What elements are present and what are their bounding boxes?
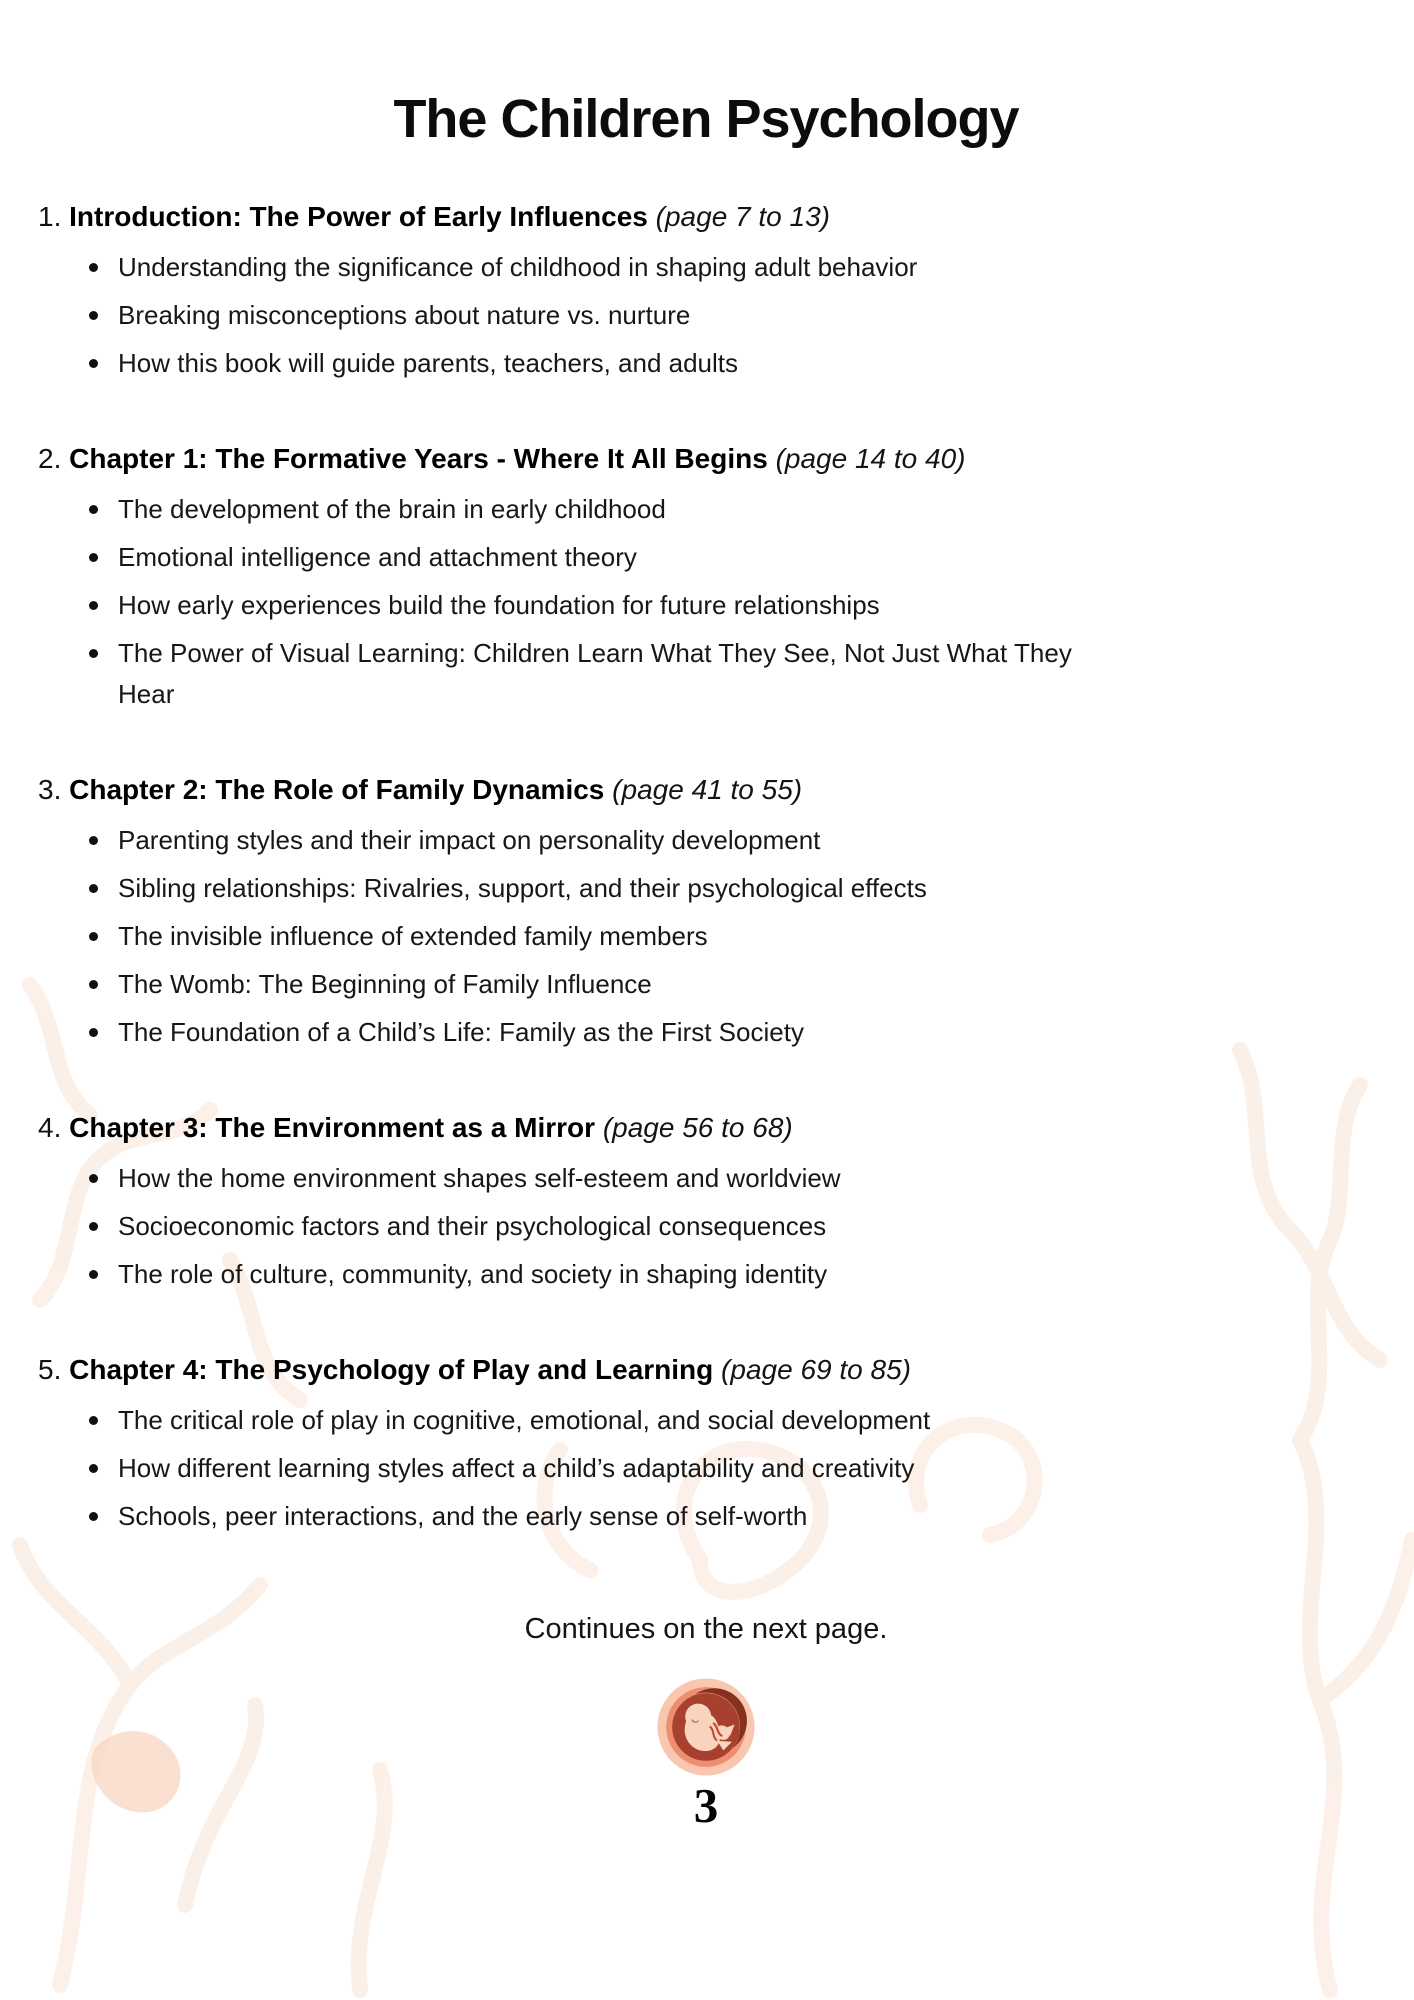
page-number: 3 — [693, 1778, 719, 1833]
toc-bullet-item: The Power of Visual Learning: Children Learn What They See, Not Just What They Hear — [87, 633, 1123, 715]
toc-bullet-item: Socioeconomic factors and their psychological consequences — [87, 1206, 1123, 1247]
toc-section-bullets — [38, 1400, 1123, 1537]
toc-section-page-range: (page 56 to 68) — [602, 1112, 793, 1143]
toc-section-page-range: (page 14 to 40) — [775, 443, 966, 474]
toc-section — [38, 769, 1123, 1053]
toc-section-bullets — [38, 820, 1123, 1053]
toc-bullet-item: Understanding the significance of childhood in shaping adult behavior — [87, 247, 1123, 288]
toc-section-heading — [38, 196, 1123, 238]
toc-section-title: Chapter 2: The Role of Family Dynamics — [69, 774, 605, 805]
toc-bullet-item: The development of the brain in early childhood — [87, 489, 1123, 530]
toc-section-bullets — [38, 1158, 1123, 1295]
fetus-in-womb-icon — [654, 1675, 758, 1779]
toc-section-heading — [38, 1107, 1123, 1149]
toc-bullet-item: The invisible influence of extended family members — [87, 916, 1123, 957]
toc-section-number: 2. — [38, 443, 62, 474]
toc-section-bullets — [38, 489, 1123, 715]
toc-bullet-item: The Foundation of a Child’s Life: Family as the First Society — [87, 1012, 1123, 1053]
toc-section — [38, 1107, 1123, 1295]
toc-section-heading — [38, 769, 1123, 811]
toc-section-number: 4. — [38, 1112, 62, 1143]
toc-section-page-range: (page 41 to 55) — [612, 774, 803, 805]
toc-bullet-item: The Womb: The Beginning of Family Influence — [87, 964, 1123, 1005]
toc-bullet-item: Sibling relationships: Rivalries, support, and their psychological effects — [87, 868, 1123, 909]
toc-section-title: Introduction: The Power of Early Influences — [69, 201, 648, 232]
toc-section-page-range: (page 69 to 85) — [721, 1354, 911, 1385]
page-title: The Children Psychology — [393, 89, 1019, 149]
toc-section-number: 1. — [38, 201, 62, 232]
toc-bullet-item: Emotional intelligence and attachment theory — [87, 537, 1123, 578]
toc-list — [38, 196, 1123, 1537]
toc-bullet-item: How early experiences build the foundation for future relationships — [87, 585, 1123, 626]
toc-section-bullets — [38, 247, 1123, 384]
toc-section-number: 3. — [38, 774, 62, 805]
toc-bullet-item: How different learning styles affect a child’s adaptability and creativity — [87, 1448, 1123, 1489]
toc-section-title: Chapter 4: The Psychology of Play and Learning — [69, 1354, 714, 1385]
toc-bullet-item: How this book will guide parents, teachers, and adults — [87, 343, 1123, 384]
toc-section-number: 5. — [38, 1354, 62, 1385]
toc-section-title: Chapter 1: The Formative Years - Where It All Begins — [69, 443, 768, 474]
toc-section-title: Chapter 3: The Environment as a Mirror — [69, 1112, 596, 1143]
toc-section — [38, 1349, 1123, 1537]
toc-section — [38, 438, 1123, 715]
toc-bullet-item: The role of culture, community, and society in shaping identity — [87, 1254, 1123, 1295]
toc-bullet-item: How the home environment shapes self-esteem and worldview — [87, 1158, 1123, 1199]
toc-section-heading — [38, 438, 1123, 480]
toc-section-page-range: (page 7 to 13) — [655, 201, 830, 232]
toc-bullet-item: Schools, peer interactions, and the early sense of self-worth — [87, 1496, 1123, 1537]
toc-section — [38, 196, 1123, 384]
toc-bullet-item: Parenting styles and their impact on personality development — [87, 820, 1123, 861]
continues-note: Continues on the next page. — [524, 1613, 888, 1645]
toc-section-heading — [38, 1349, 1123, 1391]
toc-bullet-item: Breaking misconceptions about nature vs. nurture — [87, 295, 1123, 336]
toc-bullet-item: The critical role of play in cognitive, emotional, and social development — [87, 1400, 1123, 1441]
